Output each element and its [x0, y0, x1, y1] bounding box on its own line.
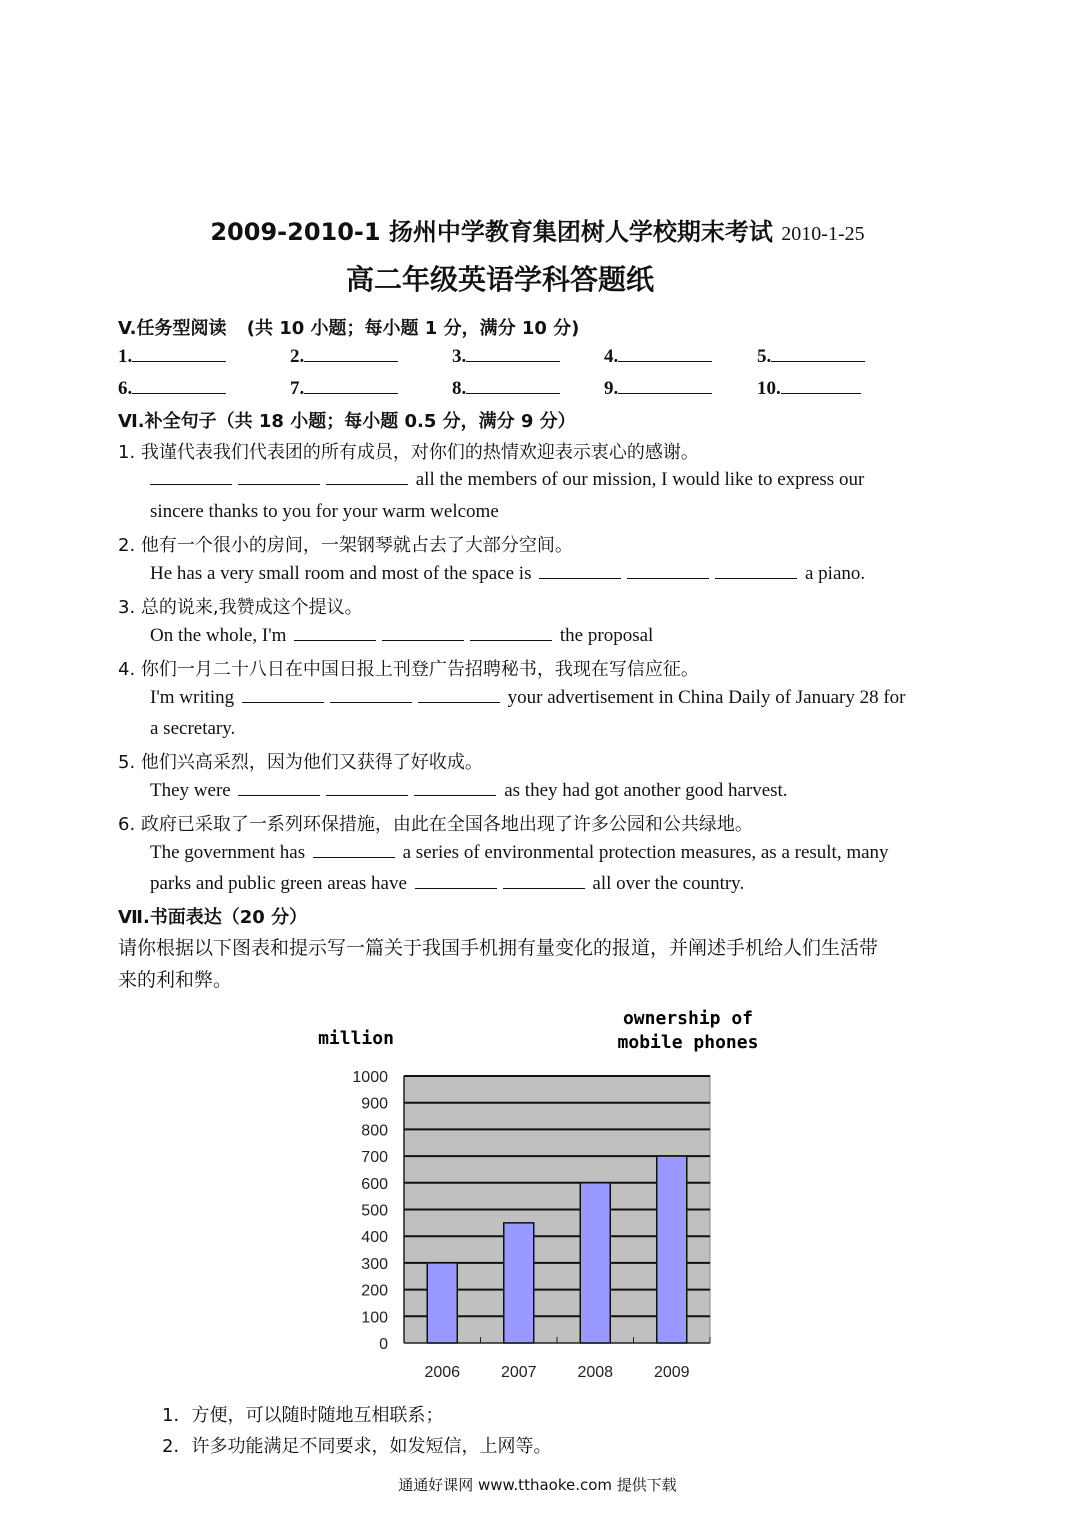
fill-blank[interactable] — [313, 843, 395, 858]
exam-title — [0, 212, 1075, 247]
answer-number: 2. — [290, 346, 305, 367]
answer-item[interactable] — [604, 345, 712, 368]
answer-number: 6. — [118, 378, 133, 399]
answer-item[interactable] — [452, 345, 560, 368]
question-6-text-mid: a series of environmental protection measures, as a result, many — [402, 842, 889, 863]
answer-number: 3. — [452, 346, 467, 367]
question-5-text: They were — [150, 780, 231, 801]
answer-number: 1. — [118, 346, 133, 367]
question-3-chinese: 3. 总的说来,我赞成这个提议。 — [118, 597, 363, 618]
bar-2006 — [427, 1263, 457, 1343]
fill-blank[interactable] — [470, 626, 552, 641]
fill-blank[interactable] — [242, 688, 324, 703]
y-tick-label: 900 — [361, 1095, 388, 1113]
question-3-text: On the whole, I'm — [150, 625, 287, 646]
answer-number: 7. — [290, 378, 305, 399]
y-tick-label: 0 — [379, 1336, 388, 1353]
answer-item[interactable] — [290, 377, 398, 400]
y-tick-label: 500 — [361, 1202, 388, 1220]
chart-title-line-2: mobile phones — [617, 1032, 759, 1053]
section-5-heading — [118, 314, 579, 340]
answer-item[interactable] — [118, 345, 226, 368]
y-tick-label: 400 — [361, 1229, 388, 1247]
question-2-text-end: a piano. — [804, 563, 866, 584]
question-6-english-cont — [150, 873, 744, 895]
question-4-text-end: your advertisement in China Daily of January 28 for — [507, 687, 906, 708]
answer-number: 8. — [452, 378, 467, 399]
y-tick-label: 1000 — [352, 1069, 388, 1086]
y-tick-label: 100 — [361, 1309, 388, 1327]
section-5-title: V.任务型阅读 — [118, 318, 227, 339]
fill-blank[interactable] — [326, 781, 408, 796]
answer-item[interactable] — [118, 377, 226, 400]
question-5-chinese: 5. 他们兴高采烈，因为他们又获得了好收成。 — [118, 752, 483, 773]
section-7-heading: Ⅶ.书面表达（20 分） — [118, 907, 308, 928]
footer-credit: 通通好课网 www.tthaoke.com 提供下载 — [398, 1476, 677, 1494]
y-axis-ticks — [352, 1069, 388, 1353]
x-tick-label: 2006 — [424, 1364, 461, 1381]
hint-point-2: 2．许多功能满足不同要求，如发短信，上网等。 — [162, 1436, 552, 1457]
answer-item[interactable] — [757, 345, 865, 368]
answer-number: 5. — [757, 346, 772, 367]
exam-title-text: 2009-2010-1 扬州中学教育集团树人学校期末考试 — [210, 218, 773, 246]
answer-number: 4. — [604, 346, 619, 367]
question-5-text-end: as they had got another good harvest. — [504, 780, 788, 801]
x-tick-label: 2008 — [577, 1364, 614, 1381]
question-1-english — [150, 469, 864, 491]
question-1-text: all the members of our mission, I would like to express our — [415, 469, 865, 490]
question-1-chinese: 1. 我谨代表我们代表团的所有成员，对你们的热情欢迎表示衷心的感谢。 — [118, 442, 699, 463]
exam-date: 2010-1-25 — [781, 223, 865, 245]
y-tick-label: 800 — [361, 1122, 388, 1140]
fill-blank[interactable] — [415, 874, 497, 889]
fill-blank[interactable] — [330, 688, 412, 703]
section-6-heading: Ⅵ.补全句子（共 18 小题；每小题 0.5 分，满分 9 分） — [118, 411, 576, 432]
answer-sheet-subtitle: 高二年级英语学科答题纸 — [345, 263, 654, 296]
fill-blank[interactable] — [414, 781, 496, 796]
y-axis-label: million — [318, 1028, 394, 1049]
question-2-english — [150, 563, 865, 585]
fill-blank[interactable] — [503, 874, 585, 889]
question-2-text: He has a very small room and most of the space is — [150, 563, 532, 584]
fill-blank[interactable] — [715, 564, 797, 579]
question-4-english — [150, 687, 906, 709]
answer-item[interactable] — [452, 377, 560, 400]
answer-number: 9. — [604, 378, 619, 399]
question-5-english — [150, 780, 788, 802]
fill-blank[interactable] — [627, 564, 709, 579]
y-tick-label: 700 — [361, 1149, 388, 1167]
hint-point-1: 1．方便，可以随时随地互相联系； — [162, 1405, 444, 1426]
question-1-english-cont: sincere thanks to you for your warm welcome — [150, 501, 499, 522]
bar-2007 — [504, 1223, 534, 1343]
question-6-text: The government has — [150, 842, 306, 863]
answer-item[interactable] — [757, 377, 861, 400]
question-4-chinese: 4. 你们一月二十八日在中国日报上刊登广告招聘秘书，我现在写信应征。 — [118, 659, 699, 680]
fill-blank[interactable] — [382, 626, 464, 641]
writing-prompt-line-1: 请你根据以下图表和提示写一篇关于我国手机拥有量变化的报道，并阐述手机给人们生活带 — [118, 937, 879, 959]
question-2-chinese: 2. 他有一个很小的房间，一架钢琴就占去了大部分空间。 — [118, 535, 573, 556]
chart-title: ownership of — [622, 1008, 754, 1029]
fill-blank[interactable] — [238, 781, 320, 796]
fill-blank[interactable] — [539, 564, 621, 579]
bar-2008 — [580, 1183, 610, 1343]
answer-number: 10. — [757, 378, 781, 399]
y-tick-label: 600 — [361, 1175, 388, 1193]
x-tick-label: 2007 — [500, 1364, 537, 1381]
fill-blank[interactable] — [326, 470, 408, 485]
answer-item[interactable] — [604, 377, 712, 400]
question-4-english-cont: a secretary. — [150, 718, 236, 739]
question-6-english — [150, 842, 889, 864]
bar-chart — [300, 1000, 780, 1390]
fill-blank[interactable] — [150, 470, 232, 485]
y-tick-label: 300 — [361, 1255, 388, 1273]
bar-2009 — [657, 1156, 687, 1343]
question-3-text-end: the proposal — [559, 625, 654, 646]
question-4-text: I'm writing — [150, 687, 235, 708]
question-6-chinese: 6. 政府已采取了一系列环保措施，由此在全国各地出现了许多公园和公共绿地。 — [118, 814, 753, 835]
writing-prompt-line-2: 来的利和弊。 — [118, 969, 233, 991]
question-6-text-end: all over the country. — [592, 873, 745, 894]
section-5-note: (共 10 小题；每小题 1 分，满分 10 分) — [246, 318, 580, 339]
y-tick-label: 200 — [361, 1282, 388, 1300]
question-3-english — [150, 625, 653, 647]
answer-item[interactable] — [290, 345, 398, 368]
fill-blank[interactable] — [418, 688, 500, 703]
fill-blank[interactable] — [294, 626, 376, 641]
x-tick-label: 2009 — [653, 1364, 690, 1381]
question-6-text-2: parks and public green areas have — [150, 873, 407, 894]
fill-blank[interactable] — [238, 470, 320, 485]
